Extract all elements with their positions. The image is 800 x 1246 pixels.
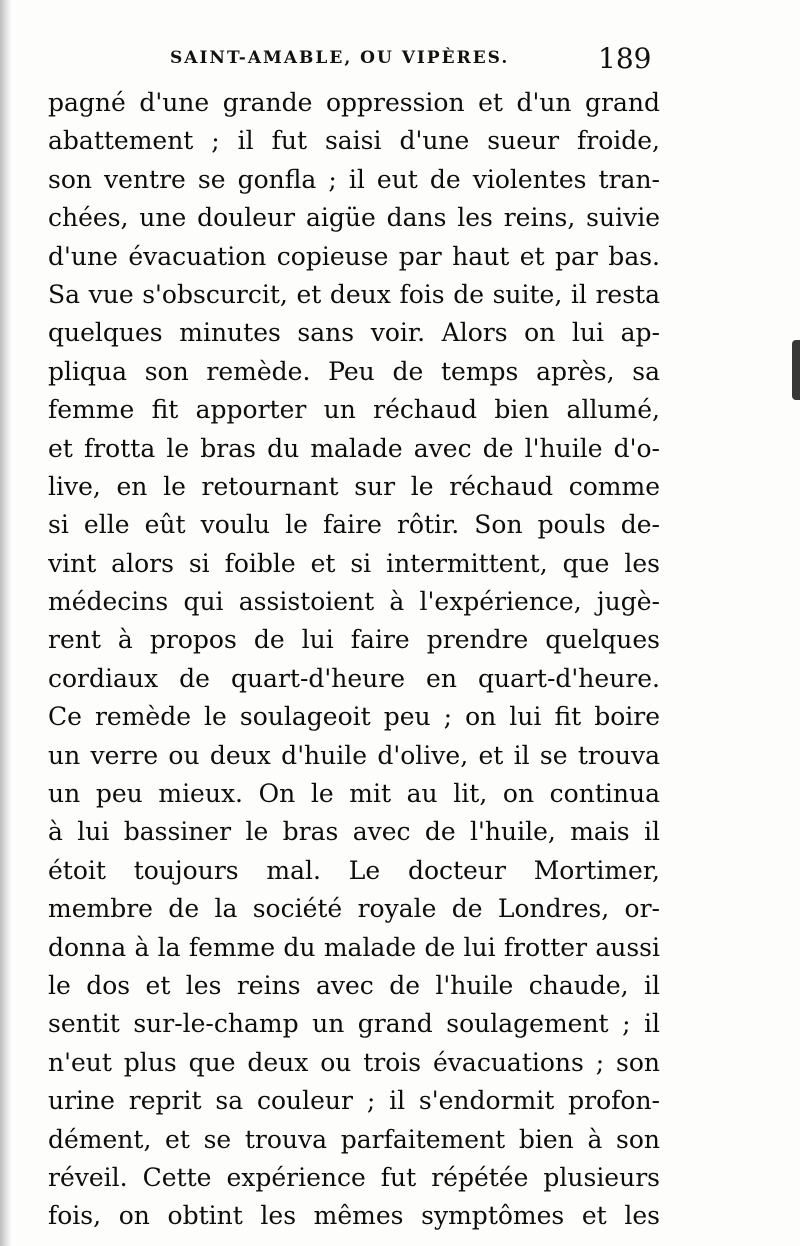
text-line: n'eut plus que deux ou trois évacuations ; son [48,1047,660,1077]
text-line: médecins qui assistoient à l'expérience, jugè- [48,587,660,617]
running-head [0,42,800,82]
text-line: membre de la société royale de Londres, or- [48,894,660,924]
text-line: pagné d'une grande oppression et d'un grand [48,88,660,117]
text-line: quelques minutes sans voir. Alors on lui ap- [48,318,660,348]
text-line: vint alors si foible et si intermittent, que les [48,548,660,578]
text-line: et frotta le bras du malade avec de l'huile d'o- [48,433,660,463]
text-line: étoit toujours mal. Le docteur Mortimer, [48,855,660,885]
text-line: à lui bassiner le bras avec de l'huile, mais il [48,817,660,847]
page-edge-shadow [792,340,800,400]
text-line: réveil. Cette expérience fut répétée plusieurs [48,1162,660,1192]
page-gutter-edge [0,0,12,1246]
text-line: dément, et se trouva parfaitement bien à son [48,1124,660,1154]
text-line: Sa vue s'obscurcit, et deux fois de suite, il resta [48,279,660,309]
text-line: sentit sur-le-champ un grand soulagement ; il [48,1009,660,1039]
text-line: d'une évacuation copieuse par haut et par bas. [48,241,660,271]
text-line: fois, on obtint les mêmes symptômes et les [48,1201,660,1231]
text-line: pliqua son remède. Peu de temps après, sa [48,356,660,386]
text-line: urine reprit sa couleur ; il s'endormit profon- [48,1086,660,1116]
text-line: si elle eût voulu le faire rôtir. Son pouls de- [48,510,660,540]
text-line: rent à propos de lui faire prendre quelques [48,625,660,655]
text-line: Ce remède le soulageoit peu ; on lui fit boire [48,702,660,732]
text-line: cordiaux de quart-d'heure en quart-d'heure. [48,663,660,693]
text-line: live, en le retournant sur le réchaud comme [48,471,660,501]
text-line: un verre ou deux d'huile d'olive, et il se trouva [48,740,660,770]
body-text [48,84,660,1236]
text-line: le dos et les reins avec de l'huile chaude, il [48,970,660,1000]
text-line: un peu mieux. On le mit au lit, on continua [48,779,660,809]
running-title: SAINT-AMABLE, OU VIPÈRES. [170,48,510,68]
text-line: donna à la femme du malade de lui frotter aussi [48,932,660,962]
text-line: chées, une douleur aigüe dans les reins, suivie [48,203,660,233]
page-number: 189 [598,42,652,75]
text-line: son ventre se gonfla ; il eut de violentes tran- [48,164,660,194]
text-line: femme fit apporter un réchaud bien allumé, [48,395,660,425]
text-line: abattement ; il fut saisi d'une sueur froide, [48,126,660,156]
